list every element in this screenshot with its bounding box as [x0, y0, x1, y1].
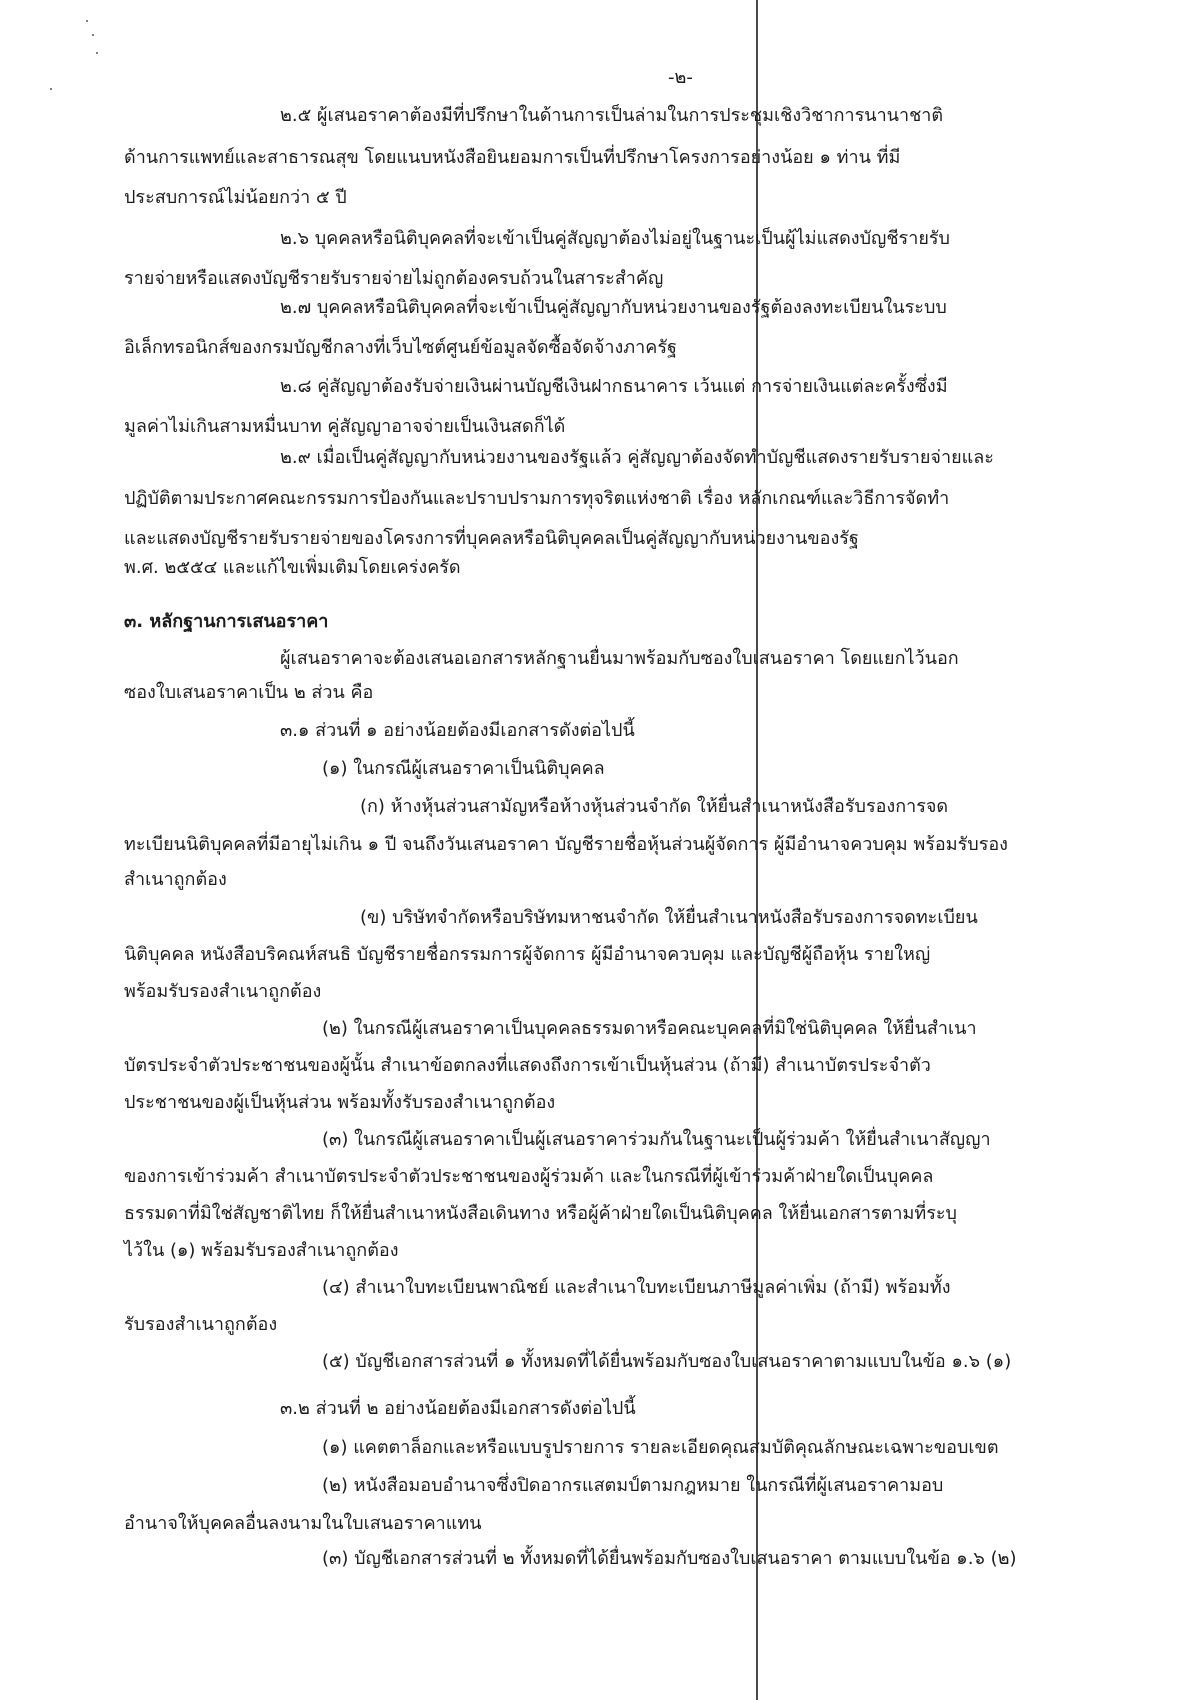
text-line: (ข) บริษัทจำกัดหรือบริษัทมหาชนจำกัด ให้ยื่นสำเนาหนังสือรับรองการจดทะเบียน	[360, 907, 978, 928]
text-line: (๓) ในกรณีผู้เสนอราคาเป็นผู้เสนอราคาร่วมกันในฐานะเป็นผู้ร่วมค้า ให้ยื่นสำเนาสัญญา	[322, 1129, 991, 1150]
text-line: ด้านการแพทย์และสาธารณสุข โดยแนบหนังสือยินยอมการเป็นที่ปรึกษาโครงการอย่างน้อย ๑ ท่าน ที่มี	[124, 147, 901, 168]
text-line: ประสบการณ์ไม่น้อยกว่า ๕ ปี	[124, 187, 347, 208]
text-line: นิติบุคคล หนังสือบริคณห์สนธิ บัญชีรายชื่อกรรมการผู้จัดการ ผู้มีอำนาจควบคุม และบัญชีผู้ถือหุ้น รายใหญ่	[124, 944, 931, 965]
text-line: ผู้เสนอราคาจะต้องเสนอเอกสารหลักฐานยื่นมาพร้อมกับซองใบเสนอราคา โดยแยกไว้นอก	[280, 648, 959, 669]
text-line: อิเล็กทรอนิกส์ของกรมบัญชีกลางที่เว็บไซต์ศูนย์ข้อมูลจัดซื้อจัดจ้างภาครัฐ	[124, 337, 677, 358]
text-line: บัตรประจำตัวประชาชนของผู้นั้น สำเนาข้อตกลงที่แสดงถึงการเข้าเป็นหุ้นส่วน (ถ้ามี) สำเนาบัตรประจำตัว	[124, 1055, 931, 1076]
text-line: (ก) ห้างหุ้นส่วนสามัญหรือห้างหุ้นส่วนจำกัด ให้ยื่นสำเนาหนังสือรับรองการจด	[360, 796, 949, 817]
text-line: ปฏิบัติตามประกาศคณะกรรมการป้องกันและปราบปรามการทุจริตแห่งชาติ เรื่อง หลักเกณฑ์และวิธีการจัดทำ	[124, 488, 950, 509]
scan-speck	[86, 20, 88, 22]
text-line: พ.ศ. ๒๕๕๔ และแก้ไขเพิ่มเติมโดยเคร่งครัด	[124, 557, 461, 578]
text-line: ของการเข้าร่วมค้า สำเนาบัตรประจำตัวประชาชนของผู้ร่วมค้า และในกรณีที่ผู้เข้าร่วมค้าฝ่ายใดเป็นบุคคล	[124, 1166, 934, 1187]
text-line: (๒) ในกรณีผู้เสนอราคาเป็นบุคคลธรรมดาหรือคณะบุคคลที่มิใช่นิติบุคคล ให้ยื่นสำเนา	[322, 1018, 977, 1039]
text-line: พร้อมรับรองสำเนาถูกต้อง	[124, 981, 322, 1002]
page-number: -๒-	[668, 67, 693, 88]
text-line: รับรองสำเนาถูกต้อง	[124, 1314, 278, 1335]
text-line: ๓.๒ ส่วนที่ ๒ อย่างน้อยต้องมีเอกสารดังต่อไปนี้	[280, 1398, 636, 1419]
text-line: ๒.๗ บุคคลหรือนิติบุคคลที่จะเข้าเป็นคู่สัญญากับหน่วยงานของรัฐต้องลงทะเบียนในระบบ	[280, 297, 947, 318]
scan-speck	[92, 34, 94, 36]
scan-speck	[50, 88, 52, 90]
text-line: (๑) ในกรณีผู้เสนอราคาเป็นนิติบุคคล	[322, 758, 605, 779]
text-line: (๓) บัญชีเอกสารส่วนที่ ๒ ทั้งหมดที่ได้ยื่นพร้อมกับซองใบเสนอราคา ตามแบบในข้อ ๑.๖ (๒)	[322, 1548, 1017, 1569]
text-line: (๕) บัญชีเอกสารส่วนที่ ๑ ทั้งหมดที่ได้ยื่นพร้อมกับซองใบเสนอราคาตามแบบในข้อ ๑.๖ (๑)	[322, 1351, 1012, 1372]
text-line: รายจ่ายหรือแสดงบัญชีรายรับรายจ่ายไม่ถูกต้องครบถ้วนในสาระสำคัญ	[124, 268, 664, 289]
text-line: ทะเบียนนิติบุคคลที่มีอายุไม่เกิน ๑ ปี จนถึงวันเสนอราคา บัญชีรายชื่อหุ้นส่วนผู้จัดการ ผู้มีอำนาจควบคุม พร้อมรับรอง	[124, 834, 1008, 855]
text-line: ๒.๘ คู่สัญญาต้องรับจ่ายเงินผ่านบัญชีเงินฝากธนาคาร เว้นแต่ การจ่ายเงินแต่ละครั้งซึ่งมี	[280, 376, 948, 397]
text-line: ซองใบเสนอราคาเป็น ๒ ส่วน คือ	[124, 682, 374, 703]
text-line: ๓.๑ ส่วนที่ ๑ อย่างน้อยต้องมีเอกสารดังต่อไปนี้	[280, 720, 635, 741]
text-line: สำเนาถูกต้อง	[124, 869, 227, 890]
text-line: ประชาชนของผู้เป็นหุ้นส่วน พร้อมทั้งรับรองสำเนาถูกต้อง	[124, 1092, 556, 1113]
text-line: (๔) สำเนาใบทะเบียนพาณิชย์ และสำเนาใบทะเบียนภาษีมูลค่าเพิ่ม (ถ้ามี) พร้อมทั้ง	[322, 1277, 951, 1298]
text-line: (๒) หนังสือมอบอำนาจซึ่งปิดอากรแสตมป์ตามกฎหมาย ในกรณีที่ผู้เสนอราคามอบ	[322, 1475, 944, 1496]
text-line: ไว้ใน (๑) พร้อมรับรองสำเนาถูกต้อง	[124, 1240, 399, 1261]
text-line: (๑) แคตตาล็อกและหรือแบบรูปรายการ รายละเอียดคุณสมบัติคุณลักษณะเฉพาะขอบเขต	[322, 1437, 999, 1458]
text-line: ธรรมดาที่มิใช่สัญชาติไทย ก็ให้ยื่นสำเนาหนังสือเดินทาง หรือผู้ค้าฝ่ายใดเป็นนิติบุคคล ให้ยื่นเอกสารตามที่ระบุ	[124, 1203, 957, 1224]
scan-speck	[96, 52, 98, 54]
text-line: อำนาจให้บุคคลอื่นลงนามในใบเสนอราคาแทน	[124, 1513, 482, 1534]
text-line: มูลค่าไม่เกินสามหมื่นบาท คู่สัญญาอาจจ่ายเป็นเงินสดก็ได้	[124, 416, 566, 437]
text-line: ๒.๖ บุคคลหรือนิติบุคคลที่จะเข้าเป็นคู่สัญญาต้องไม่อยู่ในฐานะเป็นผู้ไม่แสดงบัญชีรายรับ	[280, 228, 950, 249]
section-heading: ๓. หลักฐานการเสนอราคา	[124, 611, 329, 632]
text-line: และแสดงบัญชีรายรับรายจ่ายของโครงการที่บุคคลหรือนิติบุคคลเป็นคู่สัญญากับหน่วยงานของรัฐ	[124, 528, 859, 549]
text-line: ๒.๙ เมื่อเป็นคู่สัญญากับหน่วยงานของรัฐแล้ว คู่สัญญาต้องจัดทำบัญชีแสดงรายรับรายจ่ายและ	[280, 447, 994, 468]
text-line: ๒.๕ ผู้เสนอราคาต้องมีที่ปรึกษาในด้านการเป็นล่ามในการประชุมเชิงวิชาการนานาชาติ	[280, 105, 944, 126]
